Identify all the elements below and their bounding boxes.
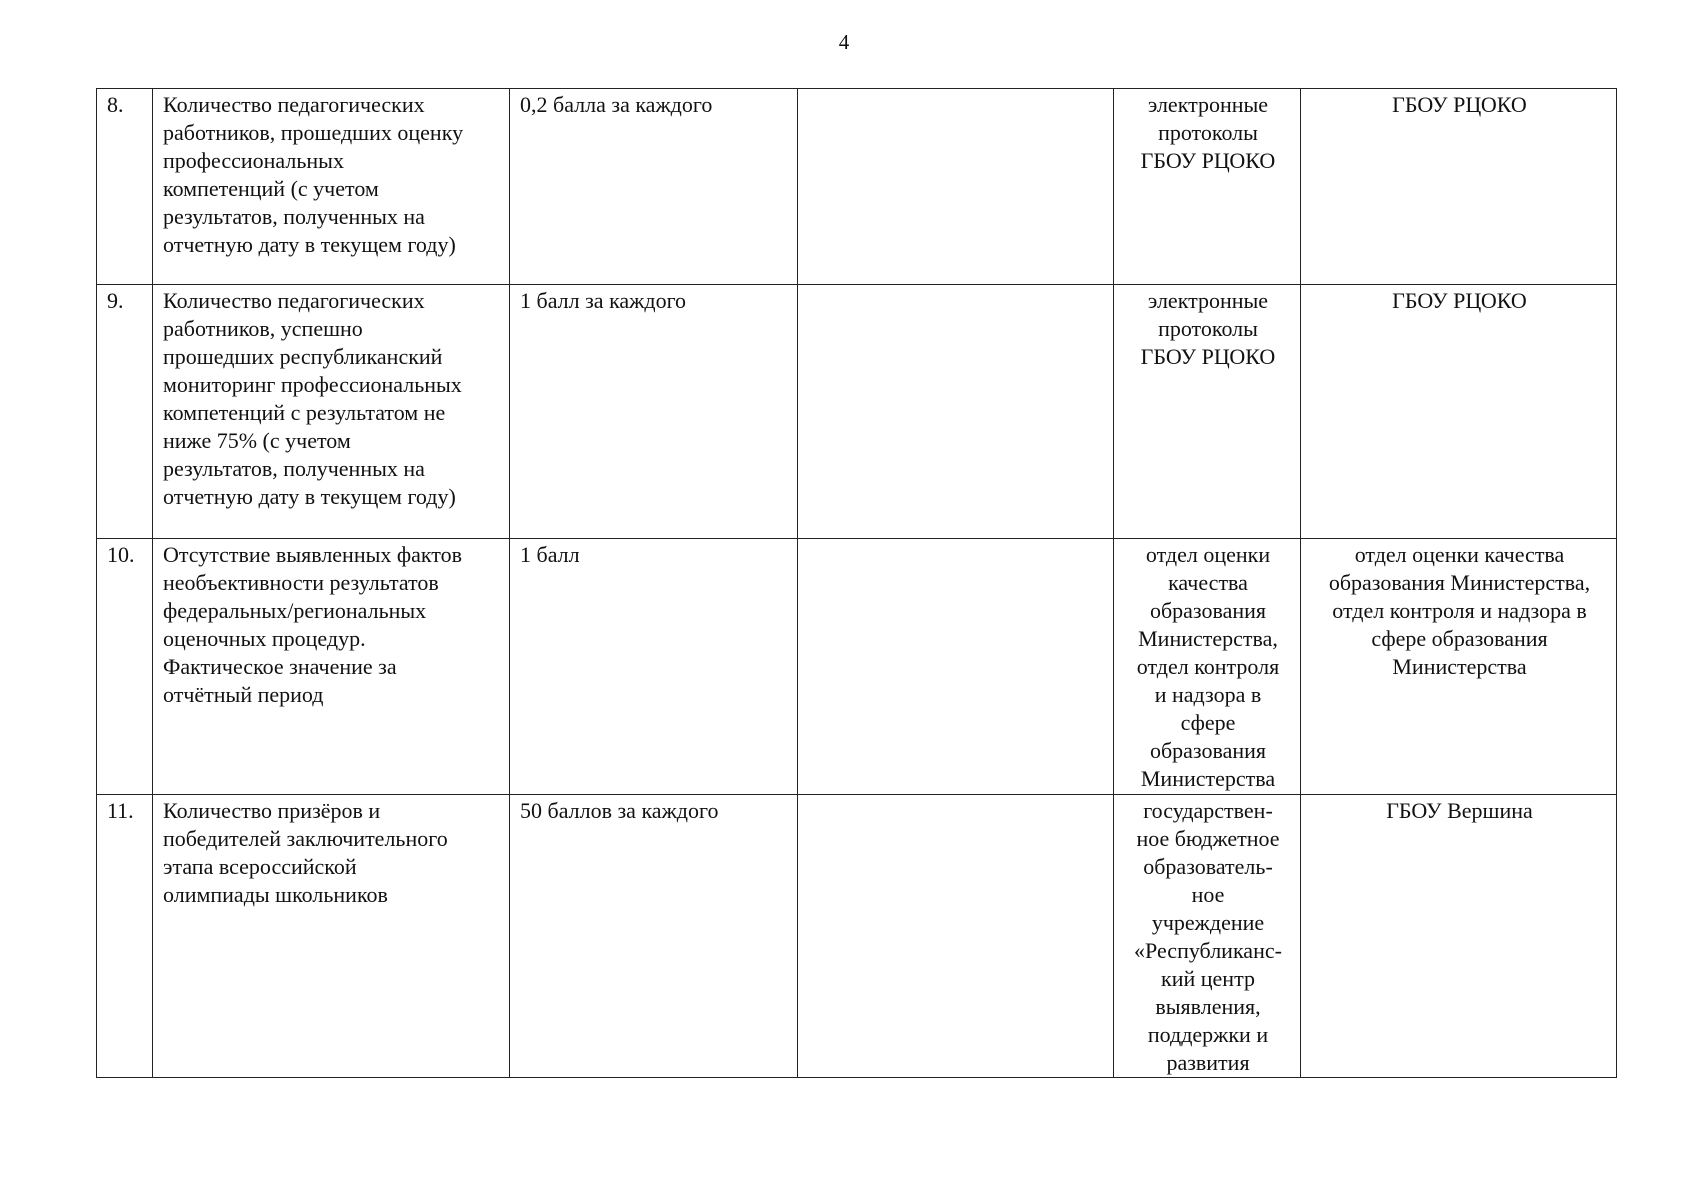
indicators-table — [96, 88, 1617, 1078]
indicator-cell: Количество призёров и победителей заключительного этапа всероссийской олимпиады школьников — [153, 795, 510, 1078]
points-cell: 0,2 балла за каждого — [510, 89, 798, 285]
responsible-cell: ГБОУ РЦОКО — [1301, 285, 1617, 539]
source-cell: государствен- ное бюджетное образователь- ное учреждение «Республиканс- кий центр выявления, поддержки и развития — [1114, 795, 1301, 1078]
blank-cell — [798, 285, 1114, 539]
points-cell: 50 баллов за каждого — [510, 795, 798, 1078]
blank-cell — [798, 539, 1114, 795]
indicator-cell: Количество педагогических работников, успешно прошедших республиканский мониторинг профессиональных компетенций с результатом не ниже 75% (с учетом результатов, полученных на отчетную дату в текущем году) — [153, 285, 510, 539]
points-cell: 1 балл за каждого — [510, 285, 798, 539]
row-number: 9. — [97, 285, 153, 539]
responsible-cell: отдел оценки качества образования Министерства, отдел контроля и надзора в сфере образования Министерства — [1301, 539, 1617, 795]
indicator-cell: Отсутствие выявленных фактов необъективности результатов федеральных/региональных оценочных процедур. Фактическое значение за отчётный период — [153, 539, 510, 795]
table-row — [97, 795, 1617, 1078]
responsible-cell: ГБОУ РЦОКО — [1301, 89, 1617, 285]
row-number: 11. — [97, 795, 153, 1078]
points-cell: 1 балл — [510, 539, 798, 795]
table-row — [97, 539, 1617, 795]
row-number: 8. — [97, 89, 153, 285]
table-row — [97, 89, 1617, 285]
page-number: 4 — [838, 30, 850, 54]
source-cell: электронные протоколы ГБОУ РЦОКО — [1114, 285, 1301, 539]
source-cell: отдел оценки качества образования Министерства, отдел контроля и надзора в сфере образования Министерства — [1114, 539, 1301, 795]
indicator-cell: Количество педагогических работников, прошедших оценку профессиональных компетенций (с учетом результатов, полученных на отчетную дату в текущем году) — [153, 89, 510, 285]
blank-cell — [798, 89, 1114, 285]
responsible-cell: ГБОУ Вершина — [1301, 795, 1617, 1078]
blank-cell — [798, 795, 1114, 1078]
source-cell: электронные протоколы ГБОУ РЦОКО — [1114, 89, 1301, 285]
table-row — [97, 285, 1617, 539]
row-number: 10. — [97, 539, 153, 795]
